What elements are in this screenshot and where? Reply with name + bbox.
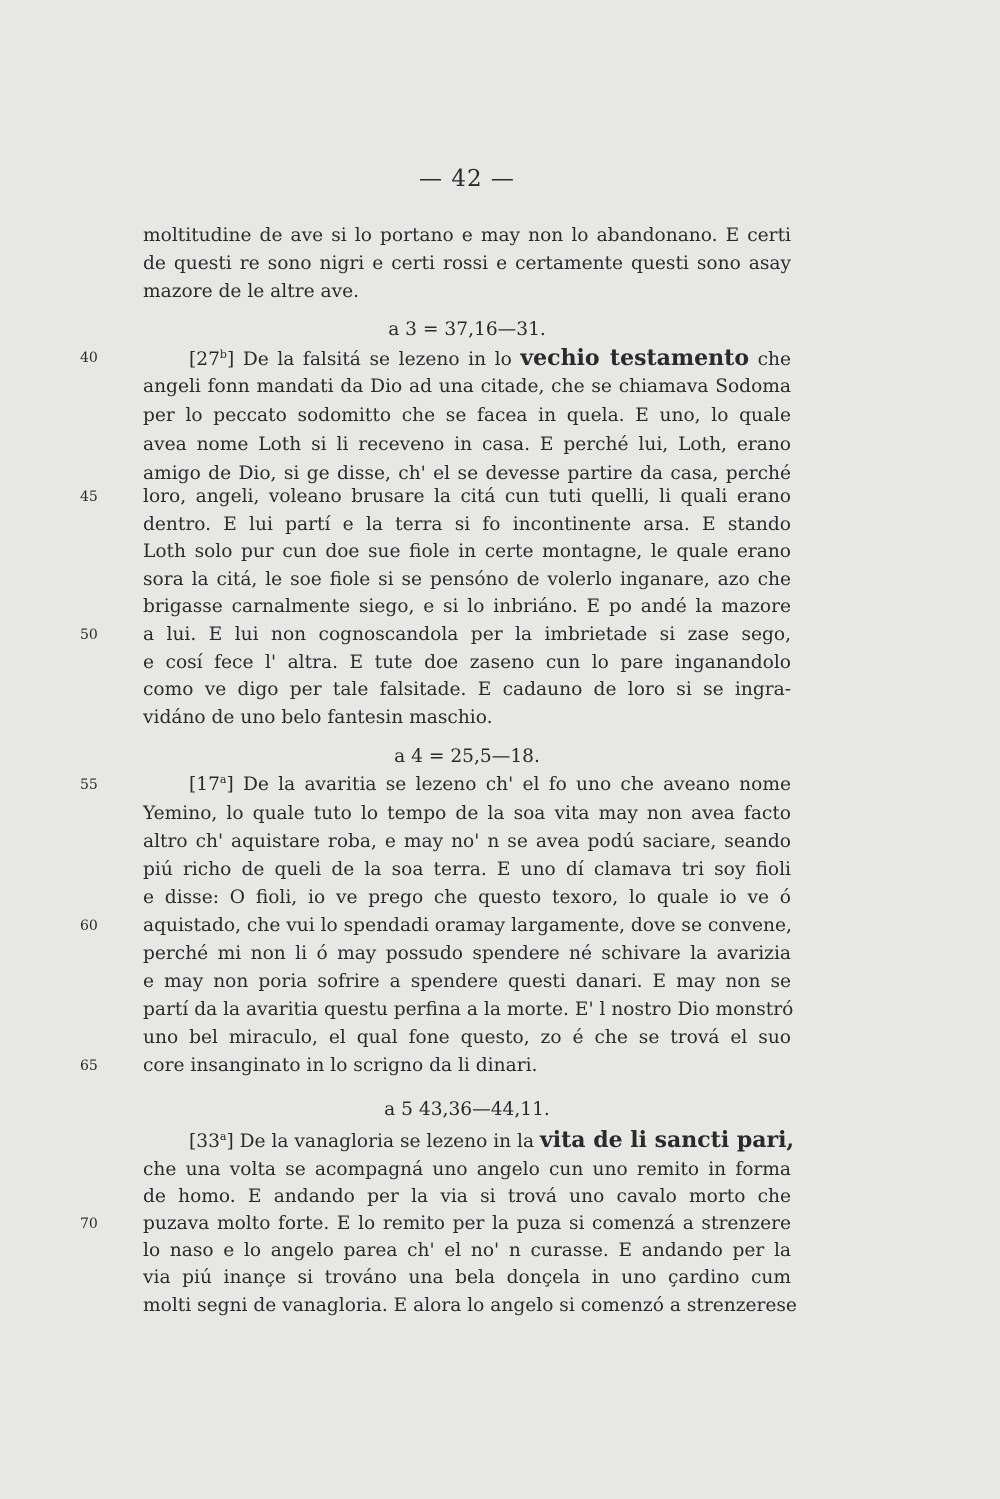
text-line: amigo de Dio, si ge disse, ch' el se devesse partire da casa, perché bbox=[143, 463, 791, 484]
text-line: de questi re sono nigri e certi rossi e certamente questi sono asay bbox=[143, 253, 791, 274]
text-line: piú richo de queli de la soa terra. E uno dí clamava tri soy fioli bbox=[143, 859, 791, 880]
text-line: angeli fonn mandati da Dio ad una citade, che se chiamava Sodoma bbox=[143, 376, 791, 397]
text-line: uno bel miraculo, el qual fone questo, zo é che se trová el suo bbox=[143, 1027, 791, 1048]
line-number: 60 bbox=[80, 918, 98, 934]
text-line: de homo. E andando per la via si trová uno cavalo morto che bbox=[143, 1186, 791, 1207]
text-line: e cosí fece l' altra. E tute doe zaseno cun lo pare inganandolo bbox=[143, 652, 791, 673]
text-line: partí da la avaritia questu perfina a la morte. E' l nostro Dio monstró bbox=[143, 999, 794, 1020]
emphasized-title: vita de li sancti pari, bbox=[540, 1127, 795, 1153]
text-line: Loth solo pur cun doe sue fiole in certe montagne, le quale erano bbox=[143, 541, 791, 562]
line-number: 55 bbox=[80, 777, 98, 793]
text-line: che una volta se acompagná uno angelo cun uno remito in forma bbox=[143, 1159, 791, 1180]
section-heading: a 5 43,36—44,11. bbox=[384, 1099, 550, 1120]
text-line: altro ch' aquistare roba, e may no' n se avea podú saciare, seando bbox=[143, 831, 791, 852]
text-line: [33$^a$] De la vanagloria se lezeno in la vita de li sancti pari, bbox=[189, 1127, 795, 1153]
emphasized-title: vechio testamento bbox=[520, 345, 749, 371]
text-line: e disse: O fioli, io ve prego che questo texoro, lo quale io ve ó bbox=[143, 887, 791, 908]
text-line: sora la citá, le soe fiole si se pensóno de volerlo inganare, azo che bbox=[143, 569, 791, 590]
text-line: e may non poria sofrire a spendere questi danari. E may non se bbox=[143, 971, 791, 992]
text-line: vidáno de uno belo fantesin maschio. bbox=[143, 707, 493, 728]
text-line: lo naso e lo angelo parea ch' el no' n curasse. E andando per la bbox=[143, 1240, 791, 1261]
text-line: moltitudine de ave si lo portano e may non lo abandonano. E certi bbox=[143, 225, 791, 246]
text-line: [17$^a$] De la avaritia se lezeno ch' el fo uno che aveano nome bbox=[189, 772, 791, 795]
text-line: via piú inançe si trováno una bela donçela in uno çardino cum bbox=[143, 1267, 791, 1288]
text-line: loro, angeli, voleano brusare la citá cun tuti quelli, li quali erano bbox=[143, 486, 791, 507]
line-number: 70 bbox=[80, 1216, 98, 1232]
text-line: Yemino, lo quale tuto lo tempo de la soa vita may non avea facto bbox=[143, 803, 791, 824]
section-heading: a 4 = 25,5—18. bbox=[394, 746, 540, 767]
text-line: molti segni de vanagloria. E alora lo angelo si comenzó a strenzerese bbox=[143, 1295, 797, 1316]
text-line: a lui. E lui non cognoscandola per la imbrietade si zase sego, bbox=[143, 624, 791, 645]
text-line: aquistado, che vui lo spendadi oramay largamente, dove se convene, bbox=[143, 915, 792, 936]
text-line: como ve digo per tale falsitade. E cadauno de loro si se ingra- bbox=[143, 679, 791, 700]
line-number: 50 bbox=[80, 627, 98, 643]
line-number: 65 bbox=[80, 1058, 98, 1074]
text-line: brigasse carnalmente siego, e si lo inbriáno. E po andé la mazore bbox=[143, 596, 791, 617]
text-line: [27$^b$] De la falsitá se lezeno in lo vechio testamento che bbox=[189, 345, 791, 371]
text-line: per lo peccato sodomitto che se facea in quela. E uno, lo quale bbox=[143, 405, 791, 426]
line-number: 45 bbox=[80, 489, 98, 505]
text-line: dentro. E lui partí e la terra si fo incontinente arsa. E stando bbox=[143, 514, 791, 535]
text-line: core insanginato in lo scrigno da li dinari. bbox=[143, 1055, 538, 1076]
section-heading: a 3 = 37,16—31. bbox=[388, 319, 546, 340]
text-line: avea nome Loth si li receveno in casa. E perché lui, Loth, erano bbox=[143, 434, 791, 455]
line-number: 40 bbox=[80, 350, 98, 366]
text-line: mazore de le altre ave. bbox=[143, 281, 359, 302]
page-number: — 42 — bbox=[419, 166, 515, 192]
text-line: puzava molto forte. E lo remito per la puza si comenzá a strenzere bbox=[143, 1213, 791, 1234]
text-line: perché mi non li ó may possudo spendere né schivare la avarizia bbox=[143, 943, 791, 964]
